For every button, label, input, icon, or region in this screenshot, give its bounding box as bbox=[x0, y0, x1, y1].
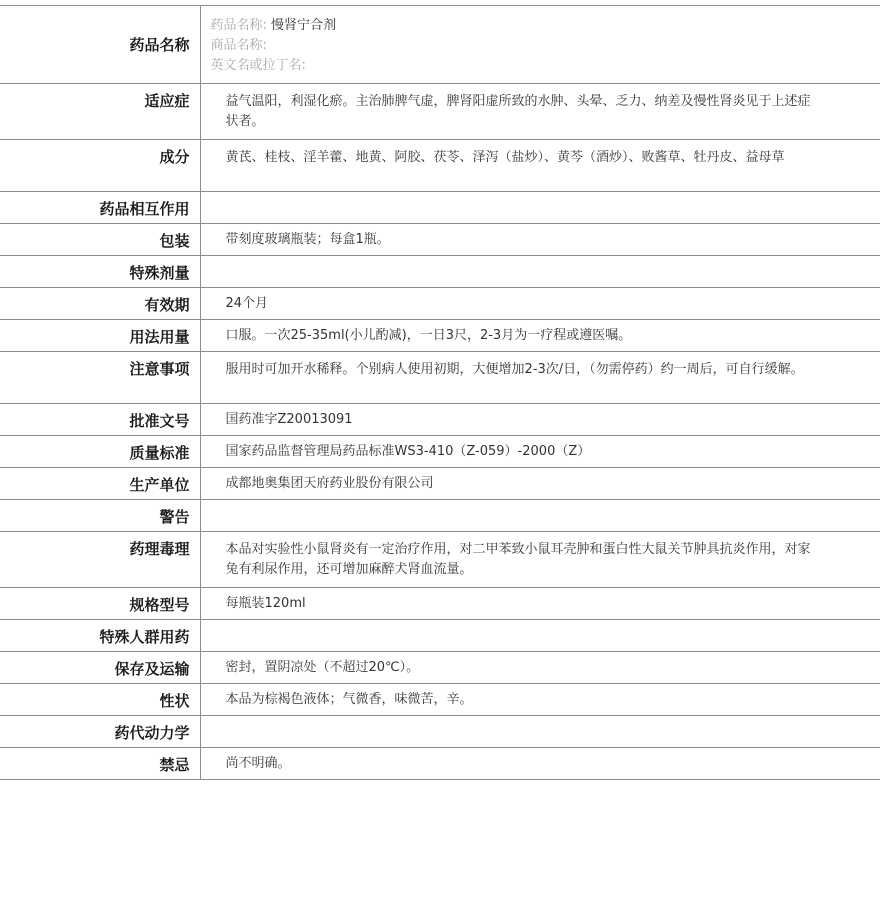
table-row bbox=[0, 140, 880, 192]
table-row bbox=[0, 84, 880, 140]
table-row bbox=[0, 224, 880, 256]
table-row bbox=[0, 192, 880, 224]
trade-name-line bbox=[211, 36, 880, 56]
row-value: 国药准字Z20013091 bbox=[200, 404, 880, 436]
table-row bbox=[0, 588, 880, 620]
table-row bbox=[0, 256, 880, 288]
row-label: 药品名称 bbox=[0, 6, 200, 84]
table-row bbox=[0, 500, 880, 532]
row-label: 适应症 bbox=[0, 84, 200, 140]
row-label: 生产单位 bbox=[0, 468, 200, 500]
row-value bbox=[200, 256, 880, 288]
generic-name-line bbox=[211, 16, 880, 36]
table-row bbox=[0, 320, 880, 352]
row-label: 用法用量 bbox=[0, 320, 200, 352]
table-row bbox=[0, 620, 880, 652]
table-row bbox=[0, 532, 880, 588]
row-value: 每瓶装120ml bbox=[200, 588, 880, 620]
generic-name-value: 慢肾宁合剂 bbox=[271, 18, 337, 33]
table-row bbox=[0, 468, 880, 500]
row-value bbox=[200, 620, 880, 652]
trade-name-key: 商品名称: bbox=[210, 38, 267, 53]
row-value: 国家药品监督管理局药品标准WS3-410（Z-059）-2000（Z） bbox=[200, 436, 880, 468]
row-value: 密封，置阴凉处（不超过20℃）。 bbox=[200, 652, 880, 684]
row-label: 有效期 bbox=[0, 288, 200, 320]
table-row bbox=[0, 716, 880, 748]
row-label: 保存及运输 bbox=[0, 652, 200, 684]
table-row bbox=[0, 404, 880, 436]
row-value: 成都地奥集团天府药业股份有限公司 bbox=[200, 468, 880, 500]
row-value bbox=[200, 716, 880, 748]
row-value: 益气温阳，利湿化瘀。主治肺脾气虚，脾肾阳虚所致的水肿、头晕、乏力、纳差及慢性肾炎见于上述症状者。 bbox=[200, 84, 880, 140]
table-row bbox=[0, 436, 880, 468]
row-value bbox=[200, 192, 880, 224]
row-label: 成分 bbox=[0, 140, 200, 192]
row-value: 本品为棕褐色液体；气微香，味微苦，辛。 bbox=[200, 684, 880, 716]
row-label: 包装 bbox=[0, 224, 200, 256]
row-label: 药品相互作用 bbox=[0, 192, 200, 224]
table-row bbox=[0, 748, 880, 780]
row-value: 本品对实验性小鼠肾炎有一定治疗作用，对二甲苯致小鼠耳壳肿和蛋白性大鼠关节肿具抗炎作用，对家兔有利尿作用，还可增加麻醉犬肾血流量。 bbox=[200, 532, 880, 588]
table-row-drug-name bbox=[0, 6, 880, 84]
table-row bbox=[0, 652, 880, 684]
row-label: 特殊人群用药 bbox=[0, 620, 200, 652]
table-row bbox=[0, 352, 880, 404]
row-label: 警告 bbox=[0, 500, 200, 532]
row-value: 服用时可加开水稀释。个别病人使用初期，大便增加2-3次/日，（勿需停药）约一周后，可自行缓解。 bbox=[200, 352, 880, 404]
row-label: 药代动力学 bbox=[0, 716, 200, 748]
table-row bbox=[0, 684, 880, 716]
drug-info-table bbox=[0, 5, 880, 780]
english-name-key: 英文名或拉丁名: bbox=[210, 58, 306, 73]
drug-name-block bbox=[200, 6, 880, 84]
row-label: 禁忌 bbox=[0, 748, 200, 780]
row-value: 黄芪、桂枝、淫羊藿、地黄、阿胶、茯苓、泽泻（盐炒）、黄芩（酒炒）、败酱草、牡丹皮、益母草 bbox=[200, 140, 880, 192]
row-value: 带刻度玻璃瓶装；每盒1瓶。 bbox=[200, 224, 880, 256]
row-value: 口服。一次25-35ml(小儿酌减)，一日3尺，2-3月为一疗程或遵医嘱。 bbox=[200, 320, 880, 352]
row-label: 药理毒理 bbox=[0, 532, 200, 588]
generic-name-key: 药品名称: bbox=[210, 18, 267, 33]
row-label: 特殊剂量 bbox=[0, 256, 200, 288]
row-label: 批准文号 bbox=[0, 404, 200, 436]
row-label: 规格型号 bbox=[0, 588, 200, 620]
row-label: 注意事项 bbox=[0, 352, 200, 404]
row-label: 质量标准 bbox=[0, 436, 200, 468]
row-value: 24个月 bbox=[200, 288, 880, 320]
english-name-line bbox=[211, 56, 880, 76]
table-row bbox=[0, 288, 880, 320]
row-value bbox=[200, 500, 880, 532]
row-value: 尚不明确。 bbox=[200, 748, 880, 780]
row-label: 性状 bbox=[0, 684, 200, 716]
